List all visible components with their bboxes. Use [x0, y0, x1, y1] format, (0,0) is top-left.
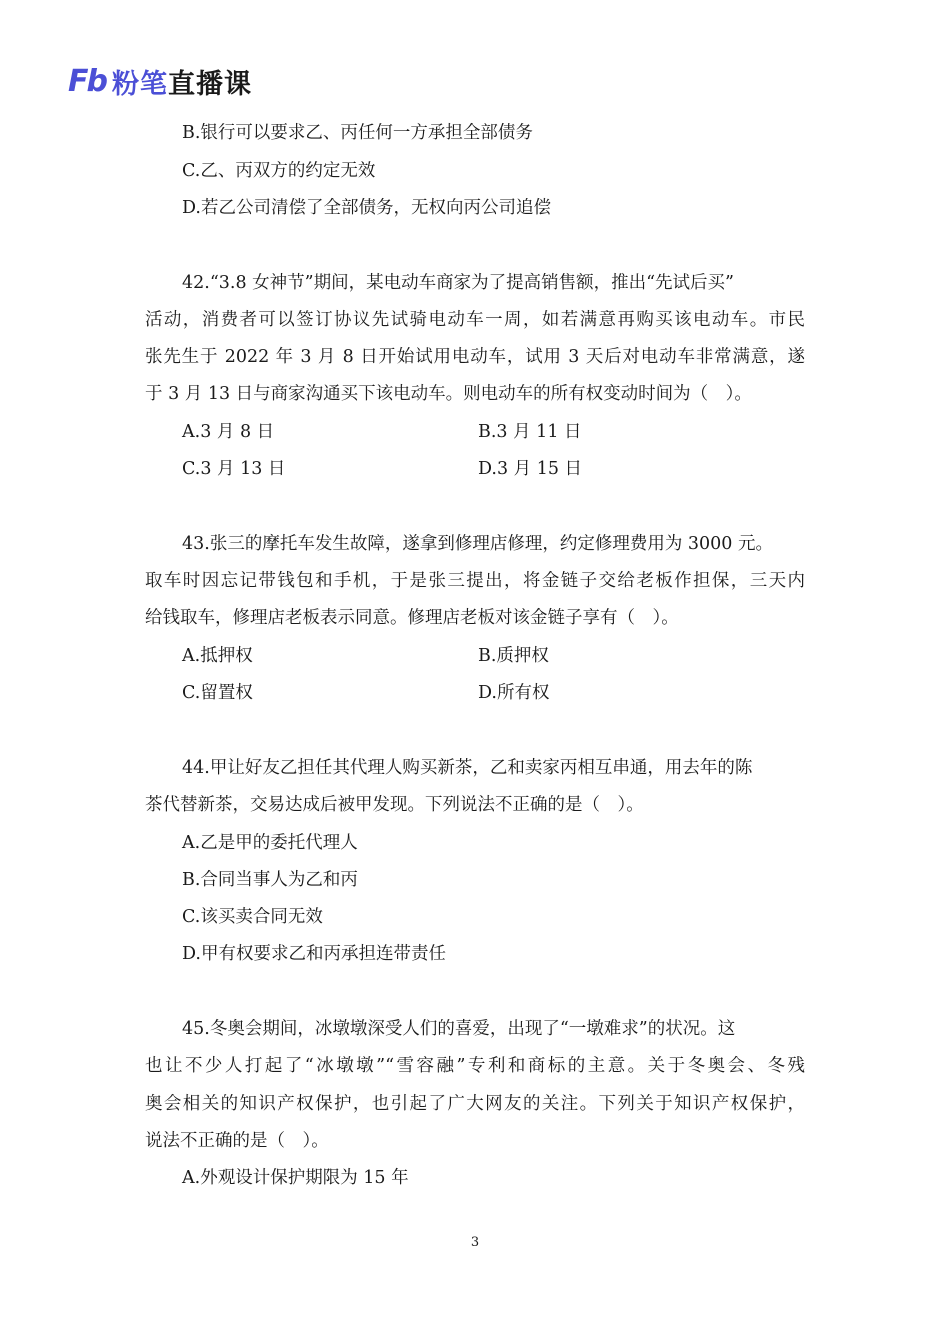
q42-stem-line: 张先生于 2022 年 3 月 8 日开始试用电动车，试用 3 天后对电动车非常满意，遂	[145, 347, 805, 367]
logo-brand: 粉笔	[111, 69, 168, 100]
q42-option-a: A.3 月 8 日	[182, 422, 275, 442]
q44-option-b: B.合同当事人为乙和丙	[182, 870, 358, 890]
page-number: 3	[470, 1235, 480, 1250]
q43-option-b: B.质押权	[478, 646, 549, 666]
logo-text	[112, 62, 252, 101]
q45-stem-line: 45.冬奥会期间，冰墩墩深受人们的喜爱，出现了“一墩难求”的状况。这	[182, 1019, 736, 1039]
prev-option-c: C.乙、丙双方的约定无效	[182, 161, 376, 181]
q42-stem-line: 42.“3.8 女神节”期间，某电动车商家为了提高销售额，推出“先试后买”	[182, 273, 735, 293]
q42-stem-line: 活动，消费者可以签订协议先试骑电动车一周，如若满意再购买该电动车。市民	[145, 310, 805, 330]
prev-option-b: B.银行可以要求乙、丙任何一方承担全部债务	[182, 123, 533, 143]
q44-option-a: A.乙是甲的委托代理人	[182, 833, 358, 853]
q42-option-b: B.3 月 11 日	[478, 422, 582, 442]
q44-stem-line: 44.甲让好友乙担任其代理人购买新茶，乙和卖家丙相互串通，用去年的陈	[182, 758, 753, 778]
q44-option-c: C.该买卖合同无效	[182, 907, 323, 927]
logo-suffix: 直播课	[167, 69, 252, 100]
q43-option-c: C.留置权	[182, 683, 253, 703]
q43-stem-line: 给钱取车，修理店老板表示同意。修理店老板对该金链子享有（ ）。	[145, 608, 679, 628]
q45-stem-line: 说法不正确的是（ ）。	[145, 1131, 329, 1151]
q42-stem-line: 于 3 月 13 日与商家沟通买下该电动车。则电动车的所有权变动时间为（ ）。	[145, 384, 752, 404]
brand-logo	[68, 62, 252, 101]
q43-option-a: A.抵押权	[182, 646, 253, 666]
q45-stem-line: 也让不少人打起了“冰墩墩”“雪容融”专利和商标的主意。关于冬奥会、冬残	[145, 1056, 805, 1076]
q43-option-d: D.所有权	[478, 683, 550, 703]
q45-option-a: A.外观设计保护期限为 15 年	[182, 1168, 409, 1188]
q42-option-c: C.3 月 13 日	[182, 459, 286, 479]
q43-stem-line: 43.张三的摩托车发生故障，遂拿到修理店修理，约定修理费用为 3000 元。	[182, 534, 773, 554]
q45-stem-line: 奥会相关的知识产权保护，也引起了广大网友的关注。下列关于知识产权保护，	[145, 1094, 805, 1114]
q43-stem-line: 取车时因忘记带钱包和手机，于是张三提出，将金链子交给老板作担保，三天内	[145, 571, 805, 591]
q42-option-d: D.3 月 15 日	[478, 459, 583, 479]
prev-option-d: D.若乙公司清偿了全部债务，无权向丙公司追偿	[182, 198, 551, 218]
q44-stem-line: 茶代替新茶，交易达成后被甲发现。下列说法不正确的是（ ）。	[145, 795, 644, 815]
logo-mark-icon: Fb	[68, 64, 106, 99]
q44-option-d: D.甲有权要求乙和丙承担连带责任	[182, 944, 446, 964]
